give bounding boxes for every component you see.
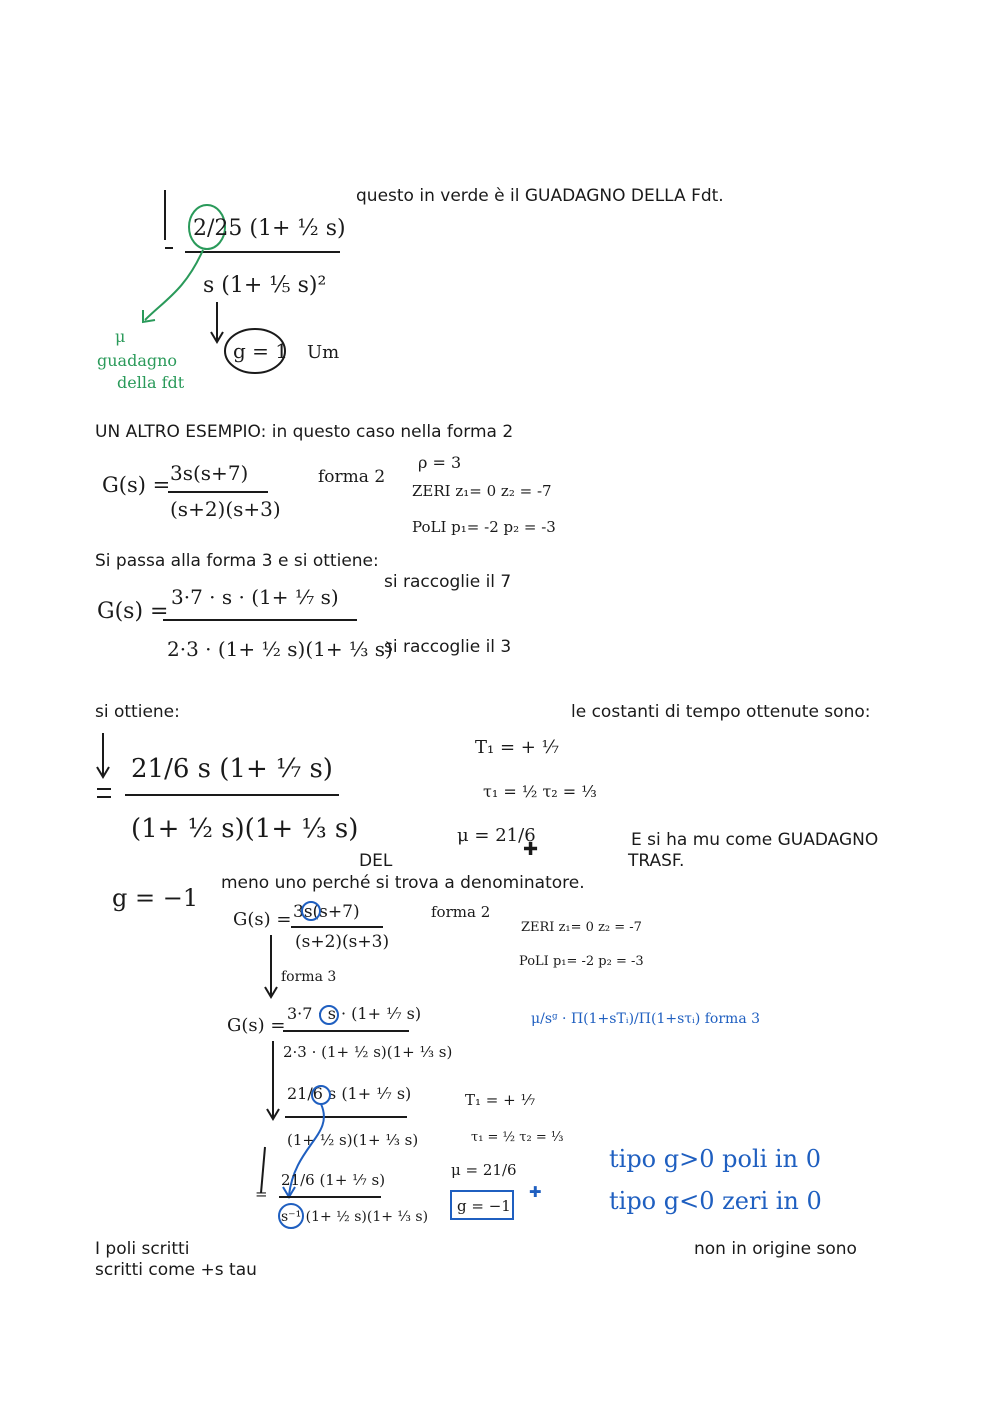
forma-2-label: forma 2: [318, 467, 386, 487]
svg-text:=: =: [255, 1185, 268, 1203]
svg-text:forma 2: forma 2: [431, 903, 491, 921]
result-denominator: (1+ ½ s)(1+ ⅓ s): [131, 814, 359, 844]
tau-values: τ₁ = ½ τ₂ = ⅓: [483, 782, 597, 801]
svg-text:μ = 21/6: μ = 21/6: [451, 1161, 517, 1179]
svg-text:✚: ✚: [523, 839, 539, 860]
full-result-denominator: (1+ ½ s)(1+ ⅓ s): [287, 1131, 419, 1149]
full-form2-numerator: 3s(s+7): [293, 902, 360, 922]
form2-denominator: (s+2)(s+3): [170, 497, 281, 521]
full-form2-denominator: (s+2)(s+3): [295, 932, 390, 952]
green-della-fdt: della fdt: [117, 373, 185, 392]
last-numerator: 21/6 (1+ ⅐ s): [281, 1171, 386, 1189]
blue-type-negative: tipo g<0 zeri in 0: [609, 1187, 822, 1215]
svg-text:PoLI p₁= -2 p₂ = -3: PoLI p₁= -2 p₂ = -3: [519, 954, 644, 969]
T1-value: T₁ = + ⅐: [475, 737, 559, 758]
form3-numerator: 3·7 · s · (1+ ⅐ s): [171, 585, 339, 609]
svg-text:G(s) =: G(s) =: [102, 473, 171, 497]
mu-gain-line-1: E si ha mu come GUADAGNO: [631, 830, 879, 850]
green-guadagno: guadagno: [97, 351, 178, 370]
form3-denominator: 2·3 · (1+ ½ s)(1+ ⅓ s): [167, 637, 393, 661]
poles-note-2: non in origine sono: [694, 1239, 857, 1259]
svg-text:G(s) =: G(s) =: [233, 909, 292, 930]
poles-note-3: scritti come +s tau: [95, 1260, 257, 1280]
full-result-numerator: 21/6 s (1+ ⅐ s): [287, 1084, 412, 1103]
last-denominator: s⁻¹ (1+ ½ s)(1+ ⅓ s): [281, 1209, 429, 1225]
green-mu: μ: [115, 327, 126, 346]
del-word: DEL: [359, 851, 393, 871]
handwriting-gs-form2: [100, 450, 590, 545]
handwriting-g-minus-one: [110, 878, 210, 918]
zeri-line: ZERI z₁= 0 z₂ = -7: [412, 482, 552, 500]
full-form3-numerator: 3·7 · s · (1+ ⅐ s): [287, 1004, 422, 1023]
svg-text:ZERI z₁= 0 z₂ = -7: ZERI z₁= 0 z₂ = -7: [521, 920, 642, 935]
result-numerator: 21/6 s (1+ ⅐ s): [131, 754, 333, 784]
form2-numerator: 3s(s+7): [170, 461, 249, 485]
forma-3-arrow-label: forma 3: [281, 969, 337, 985]
handwriting-gain-fdt: [95, 180, 345, 400]
svg-text:g = −1: g = −1: [112, 884, 199, 912]
gain-note: questo in verde è il GUADAGNO DELLA Fdt.: [356, 186, 724, 206]
gain-fraction-numerator: 2/25 (1+ ½ s): [193, 216, 346, 241]
poli-line: PoLI p₁= -2 p₂ = -3: [412, 518, 556, 536]
um-label: Um: [307, 342, 340, 363]
svg-text:✚: ✚: [529, 1183, 542, 1201]
gain-fraction-denominator: s (1+ ⅕ s)²: [203, 273, 327, 298]
poles-note-1: I poli scritti: [95, 1239, 190, 1259]
boxed-g-minus-one: g = −1: [457, 1197, 511, 1215]
full-form3-denominator: 2·3 · (1+ ½ s)(1+ ⅓ s): [283, 1043, 453, 1061]
obtained-label: si ottiene:: [95, 702, 180, 722]
svg-text:T₁ = + ⅐: T₁ = + ⅐: [465, 1091, 535, 1109]
svg-text:τ₁ = ½ τ₂ = ⅓: τ₁ = ½ τ₂ = ⅓: [471, 1130, 564, 1145]
minus-one-note: meno uno perché si trova a denominatore.: [221, 873, 585, 893]
form3-intro: Si passa alla forma 3 e si ottiene:: [95, 551, 379, 571]
mu-gain-line-2: TRASF.: [628, 851, 685, 871]
blue-type-positive: tipo g>0 poli in 0: [609, 1145, 821, 1173]
rho-value: ρ = 3: [418, 453, 462, 472]
other-example-heading: UN ALTRO ESEMPIO: in questo caso nella forma 2: [95, 422, 514, 442]
handwriting-full-derivation: [225, 895, 845, 1240]
time-constants-label: le costanti di tempo ottenute sono:: [571, 702, 871, 722]
svg-text:G(s) =: G(s) =: [227, 1015, 286, 1036]
blue-general-formula: μ/sᵍ · Π(1+sTᵢ)/Π(1+sτᵢ) forma 3: [531, 1011, 761, 1027]
mu-value: μ = 21/6: [457, 825, 536, 846]
svg-text:G(s) =: G(s) =: [97, 599, 169, 624]
collect-3-note: si raccoglie il 3: [384, 637, 512, 657]
collect-7-note: si raccoglie il 7: [384, 572, 512, 592]
handwriting-gs-form3: [95, 580, 393, 680]
type-g-value: g = 1: [233, 339, 288, 363]
handwriting-result: [95, 725, 597, 865]
